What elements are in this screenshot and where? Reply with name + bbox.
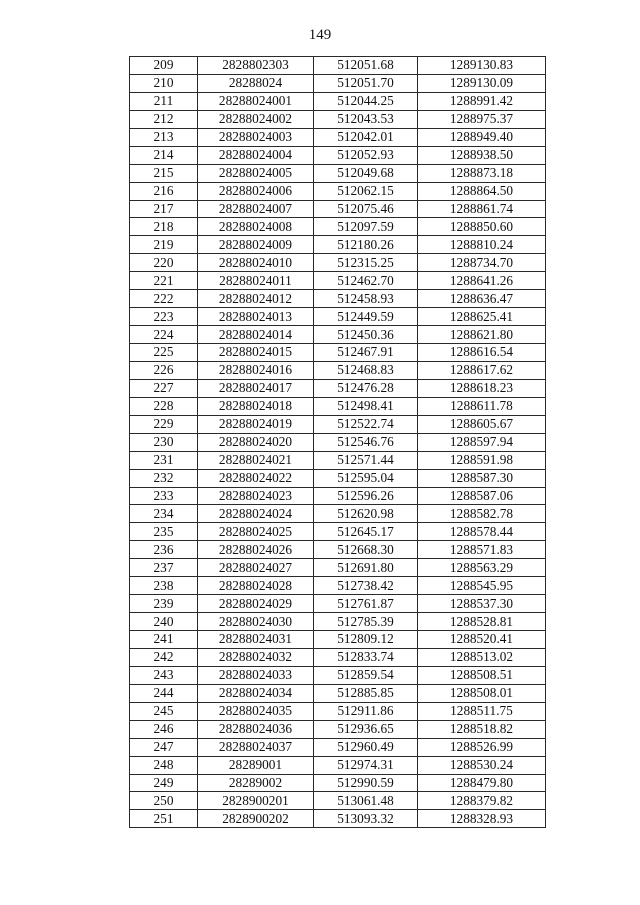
y-coordinate-cell: 1288605.67 — [418, 415, 546, 433]
x-coordinate-cell: 512044.25 — [314, 92, 418, 110]
point-id-cell: 28288024014 — [198, 326, 314, 344]
y-coordinate-cell: 1288328.93 — [418, 810, 546, 828]
y-coordinate-cell: 1288850.60 — [418, 218, 546, 236]
table-row — [130, 57, 546, 75]
table-row — [130, 648, 546, 666]
y-coordinate-cell: 1288641.26 — [418, 272, 546, 290]
row-number-cell: 245 — [130, 702, 198, 720]
row-number-cell: 249 — [130, 774, 198, 792]
point-id-cell: 28289001 — [198, 756, 314, 774]
x-coordinate-cell: 512645.17 — [314, 523, 418, 541]
y-coordinate-cell: 1288938.50 — [418, 146, 546, 164]
row-number-cell: 209 — [130, 57, 198, 75]
point-id-cell: 28288024016 — [198, 361, 314, 379]
x-coordinate-cell: 512049.68 — [314, 164, 418, 182]
y-coordinate-cell: 1288518.82 — [418, 720, 546, 738]
table-row — [130, 164, 546, 182]
row-number-cell: 225 — [130, 344, 198, 362]
x-coordinate-cell: 512990.59 — [314, 774, 418, 792]
y-coordinate-cell: 1288611.78 — [418, 397, 546, 415]
table-row — [130, 666, 546, 684]
x-coordinate-cell: 512546.76 — [314, 433, 418, 451]
y-coordinate-cell: 1288587.30 — [418, 469, 546, 487]
x-coordinate-cell: 513093.32 — [314, 810, 418, 828]
point-id-cell: 28288024024 — [198, 505, 314, 523]
x-coordinate-cell: 512468.83 — [314, 361, 418, 379]
point-id-cell: 28288024028 — [198, 577, 314, 595]
table-row — [130, 756, 546, 774]
row-number-cell: 239 — [130, 595, 198, 613]
point-id-cell: 28288024004 — [198, 146, 314, 164]
y-coordinate-cell: 1288520.41 — [418, 631, 546, 649]
table-row — [130, 361, 546, 379]
y-coordinate-cell: 1288625.41 — [418, 308, 546, 326]
x-coordinate-cell: 512571.44 — [314, 451, 418, 469]
row-number-cell: 229 — [130, 415, 198, 433]
table-row — [130, 541, 546, 559]
x-coordinate-cell: 512960.49 — [314, 738, 418, 756]
x-coordinate-cell: 512809.12 — [314, 631, 418, 649]
y-coordinate-cell: 1288991.42 — [418, 92, 546, 110]
x-coordinate-cell: 512974.31 — [314, 756, 418, 774]
x-coordinate-cell: 512833.74 — [314, 648, 418, 666]
point-id-cell: 28288024009 — [198, 236, 314, 254]
table-row — [130, 523, 546, 541]
y-coordinate-cell: 1288530.24 — [418, 756, 546, 774]
table-row — [130, 613, 546, 631]
y-coordinate-cell: 1288537.30 — [418, 595, 546, 613]
x-coordinate-cell: 512859.54 — [314, 666, 418, 684]
y-coordinate-cell: 1288513.02 — [418, 648, 546, 666]
row-number-cell: 233 — [130, 487, 198, 505]
row-number-cell: 237 — [130, 559, 198, 577]
x-coordinate-cell: 512596.26 — [314, 487, 418, 505]
point-id-cell: 28289002 — [198, 774, 314, 792]
table-row — [130, 74, 546, 92]
y-coordinate-cell: 1288618.23 — [418, 379, 546, 397]
x-coordinate-cell: 512097.59 — [314, 218, 418, 236]
row-number-cell: 234 — [130, 505, 198, 523]
y-coordinate-cell: 1288636.47 — [418, 290, 546, 308]
x-coordinate-cell: 512449.59 — [314, 308, 418, 326]
point-id-cell: 28288024017 — [198, 379, 314, 397]
table-row — [130, 92, 546, 110]
point-id-cell: 2828802303 — [198, 57, 314, 75]
y-coordinate-cell: 1288617.62 — [418, 361, 546, 379]
row-number-cell: 222 — [130, 290, 198, 308]
row-number-cell: 217 — [130, 200, 198, 218]
x-coordinate-cell: 512458.93 — [314, 290, 418, 308]
y-coordinate-cell: 1288861.74 — [418, 200, 546, 218]
table-row — [130, 792, 546, 810]
row-number-cell: 232 — [130, 469, 198, 487]
table-row — [130, 218, 546, 236]
point-id-cell: 28288024 — [198, 74, 314, 92]
point-id-cell: 28288024025 — [198, 523, 314, 541]
table-row — [130, 469, 546, 487]
x-coordinate-cell: 512595.04 — [314, 469, 418, 487]
row-number-cell: 238 — [130, 577, 198, 595]
y-coordinate-cell: 1288597.94 — [418, 433, 546, 451]
point-id-cell: 28288024003 — [198, 128, 314, 146]
row-number-cell: 216 — [130, 182, 198, 200]
table-row — [130, 702, 546, 720]
y-coordinate-cell: 1288810.24 — [418, 236, 546, 254]
table-row — [130, 720, 546, 738]
x-coordinate-cell: 512180.26 — [314, 236, 418, 254]
row-number-cell: 215 — [130, 164, 198, 182]
y-coordinate-cell: 1288616.54 — [418, 344, 546, 362]
row-number-cell: 219 — [130, 236, 198, 254]
table-row — [130, 146, 546, 164]
point-id-cell: 28288024034 — [198, 684, 314, 702]
point-id-cell: 28288024037 — [198, 738, 314, 756]
coordinates-table — [129, 56, 546, 828]
row-number-cell: 230 — [130, 433, 198, 451]
x-coordinate-cell: 512051.68 — [314, 57, 418, 75]
x-coordinate-cell: 512467.91 — [314, 344, 418, 362]
table-row — [130, 451, 546, 469]
point-id-cell: 28288024013 — [198, 308, 314, 326]
row-number-cell: 250 — [130, 792, 198, 810]
row-number-cell: 221 — [130, 272, 198, 290]
table-row — [130, 684, 546, 702]
point-id-cell: 28288024033 — [198, 666, 314, 684]
row-number-cell: 213 — [130, 128, 198, 146]
table-row — [130, 631, 546, 649]
x-coordinate-cell: 512668.30 — [314, 541, 418, 559]
point-id-cell: 28288024010 — [198, 254, 314, 272]
row-number-cell: 231 — [130, 451, 198, 469]
point-id-cell: 28288024006 — [198, 182, 314, 200]
y-coordinate-cell: 1288578.44 — [418, 523, 546, 541]
point-id-cell: 28288024032 — [198, 648, 314, 666]
point-id-cell: 28288024021 — [198, 451, 314, 469]
x-coordinate-cell: 512476.28 — [314, 379, 418, 397]
table-row — [130, 326, 546, 344]
row-number-cell: 242 — [130, 648, 198, 666]
point-id-cell: 28288024005 — [198, 164, 314, 182]
table-body — [130, 57, 546, 828]
x-coordinate-cell: 512691.80 — [314, 559, 418, 577]
table-row — [130, 272, 546, 290]
row-number-cell: 240 — [130, 613, 198, 631]
x-coordinate-cell: 512936.65 — [314, 720, 418, 738]
table-row — [130, 577, 546, 595]
y-coordinate-cell: 1288508.01 — [418, 684, 546, 702]
y-coordinate-cell: 1288479.80 — [418, 774, 546, 792]
row-number-cell: 210 — [130, 74, 198, 92]
row-number-cell: 248 — [130, 756, 198, 774]
point-id-cell: 28288024022 — [198, 469, 314, 487]
y-coordinate-cell: 1288379.82 — [418, 792, 546, 810]
point-id-cell: 28288024023 — [198, 487, 314, 505]
y-coordinate-cell: 1288571.83 — [418, 541, 546, 559]
y-coordinate-cell: 1288563.29 — [418, 559, 546, 577]
row-number-cell: 228 — [130, 397, 198, 415]
y-coordinate-cell: 1288511.75 — [418, 702, 546, 720]
x-coordinate-cell: 512042.01 — [314, 128, 418, 146]
table-row — [130, 236, 546, 254]
y-coordinate-cell: 1288949.40 — [418, 128, 546, 146]
row-number-cell: 251 — [130, 810, 198, 828]
point-id-cell: 28288024011 — [198, 272, 314, 290]
x-coordinate-cell: 512043.53 — [314, 110, 418, 128]
point-id-cell: 28288024015 — [198, 344, 314, 362]
x-coordinate-cell: 513061.48 — [314, 792, 418, 810]
x-coordinate-cell: 512052.93 — [314, 146, 418, 164]
y-coordinate-cell: 1288873.18 — [418, 164, 546, 182]
row-number-cell: 235 — [130, 523, 198, 541]
y-coordinate-cell: 1289130.83 — [418, 57, 546, 75]
table-row — [130, 379, 546, 397]
row-number-cell: 211 — [130, 92, 198, 110]
point-id-cell: 2828900202 — [198, 810, 314, 828]
point-id-cell: 28288024018 — [198, 397, 314, 415]
point-id-cell: 28288024029 — [198, 595, 314, 613]
x-coordinate-cell: 512522.74 — [314, 415, 418, 433]
table-row — [130, 200, 546, 218]
table-row — [130, 110, 546, 128]
y-coordinate-cell: 1288582.78 — [418, 505, 546, 523]
point-id-cell: 28288024036 — [198, 720, 314, 738]
y-coordinate-cell: 1288526.99 — [418, 738, 546, 756]
row-number-cell: 212 — [130, 110, 198, 128]
y-coordinate-cell: 1288508.51 — [418, 666, 546, 684]
y-coordinate-cell: 1288587.06 — [418, 487, 546, 505]
x-coordinate-cell: 512911.86 — [314, 702, 418, 720]
point-id-cell: 28288024035 — [198, 702, 314, 720]
x-coordinate-cell: 512051.70 — [314, 74, 418, 92]
y-coordinate-cell: 1288545.95 — [418, 577, 546, 595]
table-row — [130, 308, 546, 326]
point-id-cell: 28288024019 — [198, 415, 314, 433]
table-row — [130, 595, 546, 613]
row-number-cell: 246 — [130, 720, 198, 738]
point-id-cell: 28288024008 — [198, 218, 314, 236]
point-id-cell: 28288024002 — [198, 110, 314, 128]
row-number-cell: 226 — [130, 361, 198, 379]
row-number-cell: 220 — [130, 254, 198, 272]
point-id-cell: 28288024026 — [198, 541, 314, 559]
y-coordinate-cell: 1288528.81 — [418, 613, 546, 631]
point-id-cell: 2828900201 — [198, 792, 314, 810]
y-coordinate-cell: 1288864.50 — [418, 182, 546, 200]
row-number-cell: 227 — [130, 379, 198, 397]
y-coordinate-cell: 1289130.09 — [418, 74, 546, 92]
table-row — [130, 254, 546, 272]
row-number-cell: 224 — [130, 326, 198, 344]
x-coordinate-cell: 512761.87 — [314, 595, 418, 613]
x-coordinate-cell: 512075.46 — [314, 200, 418, 218]
y-coordinate-cell: 1288621.80 — [418, 326, 546, 344]
page-number: 149 — [308, 27, 332, 43]
table-row — [130, 182, 546, 200]
point-id-cell: 28288024020 — [198, 433, 314, 451]
row-number-cell: 218 — [130, 218, 198, 236]
table-row — [130, 505, 546, 523]
table-row — [130, 415, 546, 433]
point-id-cell: 28288024027 — [198, 559, 314, 577]
table-row — [130, 344, 546, 362]
x-coordinate-cell: 512462.70 — [314, 272, 418, 290]
row-number-cell: 241 — [130, 631, 198, 649]
x-coordinate-cell: 512062.15 — [314, 182, 418, 200]
point-id-cell: 28288024001 — [198, 92, 314, 110]
y-coordinate-cell: 1288591.98 — [418, 451, 546, 469]
row-number-cell: 236 — [130, 541, 198, 559]
point-id-cell: 28288024031 — [198, 631, 314, 649]
y-coordinate-cell: 1288734.70 — [418, 254, 546, 272]
point-id-cell: 28288024012 — [198, 290, 314, 308]
table-row — [130, 128, 546, 146]
row-number-cell: 243 — [130, 666, 198, 684]
x-coordinate-cell: 512738.42 — [314, 577, 418, 595]
row-number-cell: 247 — [130, 738, 198, 756]
row-number-cell: 223 — [130, 308, 198, 326]
x-coordinate-cell: 512785.39 — [314, 613, 418, 631]
x-coordinate-cell: 512315.25 — [314, 254, 418, 272]
table-row — [130, 433, 546, 451]
table-row — [130, 810, 546, 828]
table-row — [130, 559, 546, 577]
point-id-cell: 28288024007 — [198, 200, 314, 218]
table-row — [130, 738, 546, 756]
y-coordinate-cell: 1288975.37 — [418, 110, 546, 128]
row-number-cell: 214 — [130, 146, 198, 164]
point-id-cell: 28288024030 — [198, 613, 314, 631]
row-number-cell: 244 — [130, 684, 198, 702]
table-row — [130, 397, 546, 415]
table-row — [130, 290, 546, 308]
x-coordinate-cell: 512620.98 — [314, 505, 418, 523]
x-coordinate-cell: 512885.85 — [314, 684, 418, 702]
x-coordinate-cell: 512450.36 — [314, 326, 418, 344]
table-row — [130, 774, 546, 792]
table-row — [130, 487, 546, 505]
x-coordinate-cell: 512498.41 — [314, 397, 418, 415]
